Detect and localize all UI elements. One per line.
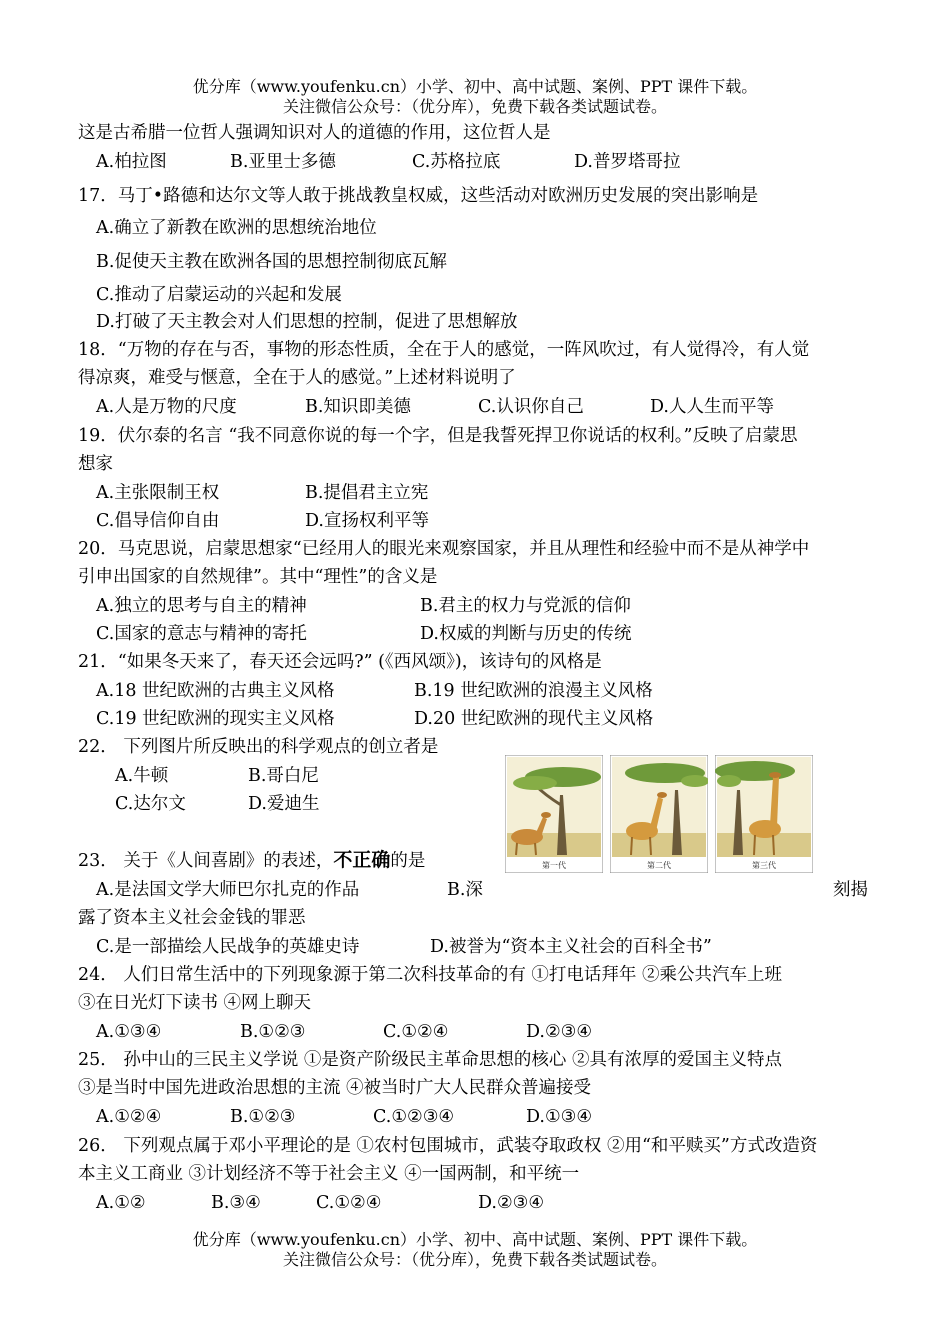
header-line-2: 关注微信公众号：（优分库），免费下载各类试题试卷。: [282, 97, 667, 116]
q21-option-a: A.18 世纪欧洲的古典主义风格: [96, 681, 335, 701]
q26-option-d: D.②③④: [478, 1193, 545, 1213]
q16-stem: 这是古希腊一位哲人强调知识对人的道德的作用，这位哲人是: [78, 123, 551, 143]
q16-option-a: A.柏拉图: [96, 152, 167, 172]
q25-option-d: D.①③④: [526, 1107, 593, 1127]
q26-stem-line-1: 26． 下列观点属于邓小平理论的是 ①农村包围城市，武装夺取政权 ②用“和平赎买”方式改造资: [78, 1136, 818, 1156]
figure-caption-2: 第二代: [647, 861, 671, 870]
footer-line-2: 关注微信公众号：（优分库），免费下载各类试题试卷。: [282, 1250, 667, 1269]
q18-option-a: A.人是万物的尺度: [96, 397, 237, 417]
q18-option-b: B.知识即美德: [305, 397, 411, 417]
q17-option-c: C.推动了启蒙运动的兴起和发展: [96, 285, 342, 305]
q23-option-b-start: B.深: [447, 880, 483, 900]
q17-option-d: D.打破了天主教会对人们思想的控制，促进了思想解放: [96, 312, 518, 332]
q24-stem-line-1: 24． 人们日常生活中的下列现象源于第二次科技革命的有 ①打电话拜年 ②乘公共汽车上班: [78, 965, 782, 985]
figure-panel-3: [715, 755, 813, 873]
q18-stem-line-2: 得凉爽，难受与惬意，全在于人的感觉。”上述材料说明了: [78, 368, 516, 388]
q24-option-c: C.①②④: [383, 1022, 449, 1042]
q23-option-b-end: 刻揭: [833, 880, 868, 900]
q19-option-b: B.提倡君主立宪: [305, 483, 429, 503]
figure-panel-2: [610, 755, 708, 873]
q19-stem-line-2: 想家: [78, 454, 113, 474]
q23-stem-emphasis: 不正确: [333, 849, 391, 871]
giraffe-gen2-illustration: [610, 755, 708, 873]
q20-option-c: C.国家的意志与精神的寄托: [96, 624, 307, 644]
q23-option-a: A.是法国文学大师巴尔扎克的作品: [96, 880, 360, 900]
q25-stem-line-2: ③是当时中国先进政治思想的主流 ④被当时广大人民群众普遍接受: [78, 1078, 592, 1098]
q17-stem: 17．马丁•路德和达尔文等人敢于挑战教皇权威，这些活动对欧洲历史发展的突出影响是: [78, 186, 759, 206]
q16-option-b: B.亚里士多德: [230, 152, 336, 172]
q20-option-a: A.独立的思考与自主的精神: [96, 596, 307, 616]
q26-option-a: A.①②: [96, 1193, 146, 1213]
q25-stem-line-1: 25． 孙中山的三民主义学说 ①是资产阶级民主革命思想的核心 ②具有浓厚的爱国主义特点: [78, 1050, 782, 1070]
q22-option-d: D.爱迪生: [248, 794, 320, 814]
header-line-1: 优分库（www.youfenku.cn）小学、初中、高中试题、案例、PPT 课件下载。: [192, 77, 758, 96]
figure-caption-3: 第三代: [752, 861, 776, 870]
q22-option-c: C.达尔文: [115, 794, 186, 814]
q24-option-b: B.①②③: [240, 1022, 306, 1042]
q23-stem-suffix: 的是: [390, 851, 426, 871]
q22-stem: 22． 下列图片所反映出的科学观点的创立者是: [78, 737, 439, 757]
q19-option-c: C.倡导信仰自由: [96, 511, 220, 531]
q23-option-c: C.是一部描绘人民战争的英雄史诗: [96, 937, 360, 957]
q22-option-b: B.哥白尼: [248, 766, 319, 786]
giraffe-gen1-illustration: [505, 755, 603, 873]
q20-option-b: B.君主的权力与党派的信仰: [420, 596, 631, 616]
q25-option-a: A.①②④: [96, 1107, 162, 1127]
q22-option-a: A.牛顿: [115, 766, 169, 786]
q25-option-b: B.①②③: [230, 1107, 296, 1127]
q19-stem-line-1: 19．伏尔泰的名言 “我不同意你说的每一个字，但是我誓死捍卫你说话的权利。”反映了启蒙思: [78, 426, 798, 446]
q17-option-a: A.确立了新教在欧洲的思想统治地位: [96, 218, 377, 238]
q26-option-b: B.③④: [211, 1193, 261, 1213]
q26-option-c: C.①②④: [316, 1193, 382, 1213]
q23-option-d: D.被誉为“资本主义社会的百科全书”: [430, 937, 712, 957]
q23-stem-prefix: 23． 关于《人间喜剧》的表述，: [78, 851, 334, 871]
q20-stem-line-2: 引申出国家的自然规律”。其中“理性”的含义是: [78, 567, 438, 587]
q23-stem: [78, 848, 425, 873]
q21-option-b: B.19 世纪欧洲的浪漫主义风格: [414, 681, 653, 701]
q20-option-d: D.权威的判断与历史的传统: [420, 624, 632, 644]
q24-stem-line-2: ③在日光灯下读书 ④网上聊天: [78, 993, 312, 1013]
q25-option-c: C.①②③④: [373, 1107, 455, 1127]
q20-stem-line-1: 20．马克思说，启蒙思想家“已经用人的眼光来观察国家，并且从理性和经验中而不是从神学中: [78, 539, 810, 559]
q18-option-d: D.人人生而平等: [650, 397, 774, 417]
q16-option-d: D.普罗塔哥拉: [574, 152, 681, 172]
giraffe-gen3-illustration: [715, 755, 813, 873]
q16-option-c: C.苏格拉底: [412, 152, 501, 172]
q18-stem-line-1: 18．“万物的存在与否，事物的形态性质，全在于人的感觉，一阵风吹过，有人觉得冷，有人觉: [78, 340, 810, 360]
q26-stem-line-2: 本主义工商业 ③计划经济不等于社会主义 ④一国两制，和平统一: [78, 1164, 580, 1184]
figure-caption-1: 第一代: [542, 861, 566, 870]
q24-option-a: A.①③④: [96, 1022, 162, 1042]
q21-stem: 21．“如果冬天来了，春天还会远吗?” (《西风颂》)，该诗句的风格是: [78, 652, 602, 672]
q21-option-d: D.20 世纪欧洲的现代主义风格: [414, 709, 654, 729]
q17-option-b: B.促使天主教在欧洲各国的思想控制彻底瓦解: [96, 252, 447, 272]
giraffe-evolution-figure: [505, 755, 813, 873]
q19-option-a: A.主张限制王权: [96, 483, 220, 503]
q19-option-d: D.宣扬权利平等: [305, 511, 429, 531]
q18-option-c: C.认识你自己: [478, 397, 584, 417]
figure-panel-1: [505, 755, 603, 873]
footer-line-1: 优分库（www.youfenku.cn）小学、初中、高中试题、案例、PPT 课件下载。: [192, 1230, 758, 1249]
q23-option-b-continued: 露了资本主义社会金钱的罪恶: [78, 908, 306, 928]
q21-option-c: C.19 世纪欧洲的现实主义风格: [96, 709, 335, 729]
q24-option-d: D.②③④: [526, 1022, 593, 1042]
